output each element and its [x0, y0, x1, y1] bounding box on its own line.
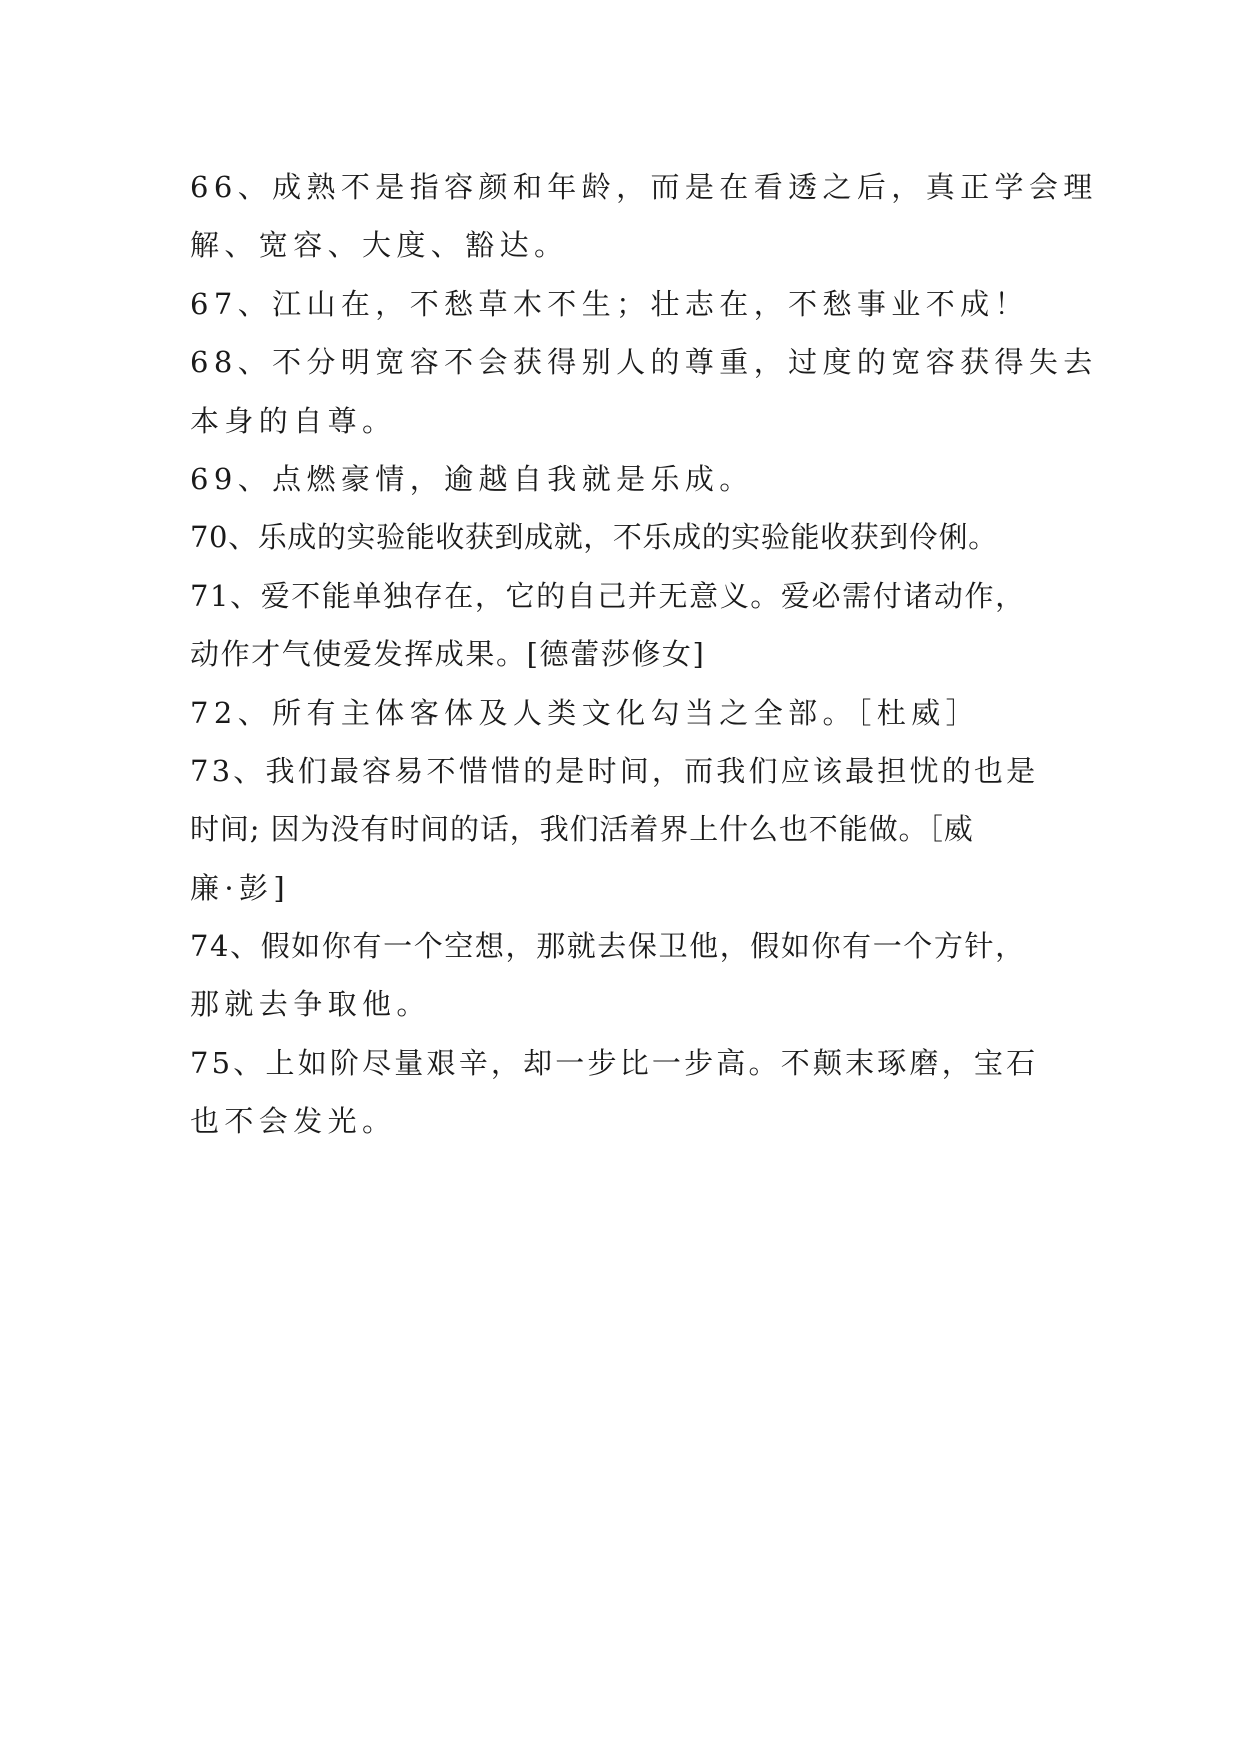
quote-69: 69、点燃豪情，逾越自我就是乐成。 [190, 461, 754, 496]
quote-71-line-2: 动作才气使爱发挥成果。[德蕾莎修女] [190, 637, 706, 672]
quote-73-line-3: 廉·彭] [190, 870, 291, 905]
quote-71-line-1: 71、爱不能单独存在，它的自己并无意义。爱必需付诸动作， [190, 578, 1026, 613]
quote-72: 72、所有主体客体及人类文化勾当之全部。［杜威］ [190, 695, 981, 730]
quote-66-line-2: 解、宽容、大度、豁达。 [190, 228, 569, 263]
quote-list [190, 158, 1098, 1151]
quote-73-line-2: 时间; 因为没有时间的话，我们活着界上什么也不能做。［威 [190, 812, 974, 847]
quote-74-line-1: 74、假如你有一个空想，那就去保卫他，假如你有一个方针， [190, 929, 1026, 964]
quote-66-line-1: 66、成熟不是指容颜和年龄，而是在看透之后，真正学会理 [190, 170, 1098, 204]
quote-70: 70、乐成的实验能收获到成就，不乐成的实验能收获到伶俐。 [190, 520, 998, 555]
quote-75-line-1: 75、上如阶尽量艰辛，却一步比一步高。不颠末琢磨，宝石 [190, 1045, 1039, 1080]
quote-74-line-2: 那就去争取他。 [190, 987, 431, 1022]
quote-68-line-1: 68、不分明宽容不会获得别人的尊重，过度的宽容获得失去 [190, 345, 1098, 380]
quote-68-line-2: 本身的自尊。 [190, 403, 397, 438]
quote-67: 67、江山在，不愁草木不生；壮志在，不愁事业不成！ [190, 286, 1029, 321]
quote-73-line-1: 73、我们最容易不惜惜的是时间，而我们应该最担忧的也是 [190, 753, 1039, 788]
quote-75-line-2: 也不会发光。 [190, 1104, 397, 1139]
